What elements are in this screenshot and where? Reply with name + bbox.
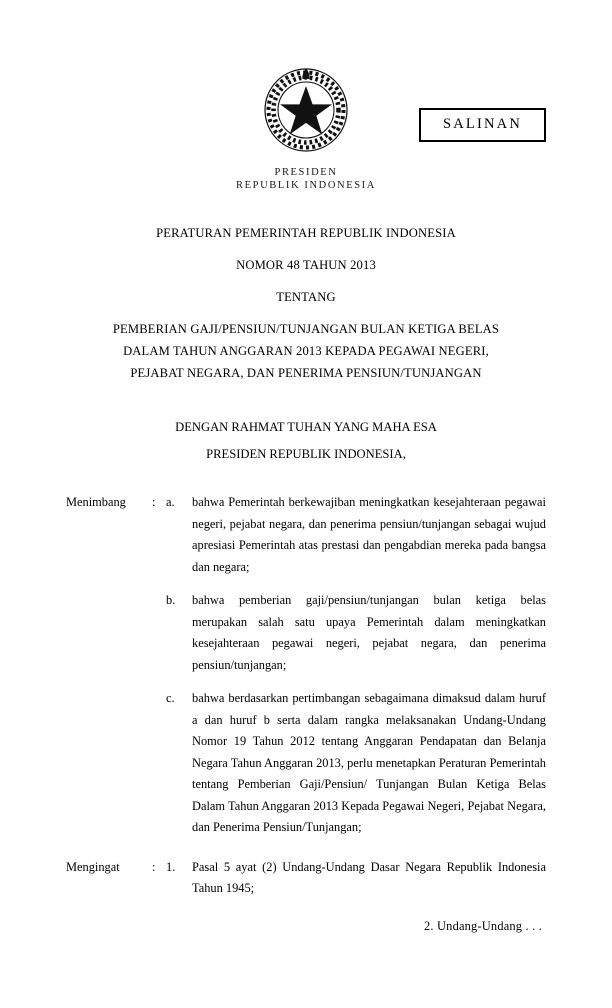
consideration-marker-c: c. <box>166 691 175 705</box>
legal-basis-label: Mengingat <box>66 859 120 874</box>
title-line-2: NOMOR 48 TAHUN 2013 <box>236 258 376 272</box>
considerations-colon: : <box>152 495 156 509</box>
considerations-section <box>66 492 546 578</box>
document-header <box>66 64 546 192</box>
consideration-item-c <box>66 688 546 839</box>
emblem-caption-line2: REPUBLIK INDONESIA <box>236 179 376 191</box>
salinan-label: SALINAN <box>442 116 522 132</box>
page-continuation-note: 2. Undang-Undang . . . <box>424 918 542 933</box>
preamble-line-1: DENGAN RAHMAT TUHAN YANG MAHA ESA <box>175 420 437 434</box>
consideration-item-b <box>66 590 546 676</box>
consideration-text-c: bahwa berdasarkan pertimbangan sebagaimana dimaksud dalam huruf a dan huruf b serta dalam rangka melaksanakan Undang-Undang Nomor 19 Tahun 2012 tentang Anggaran Pendapatan dan Belanja Negara Tahun Anggaran 2013, perlu menetapkan Peraturan Pemerintah tentang Pemberian Gaji/Pensiun/ Tunjangan Bulan Ketiga Belas Dalam Tahun Anggaran 2013 Kepada Pegawai Negeri, Pejabat Negara, dan Penerima Pensiun/Tunjangan; <box>192 691 546 834</box>
page-title <box>66 222 546 384</box>
legal-basis-colon: : <box>152 859 156 874</box>
consideration-marker-a: a. <box>166 495 175 509</box>
title-line-5: DALAM TAHUN ANGGARAN 2013 KEPADA PEGAWAI NEGERI, <box>123 344 489 358</box>
consideration-text-b: bahwa pemberian gaji/pensiun/tunjangan bulan ketiga belas merupakan salah satu upaya Pemerintah dalam meningkatkan kesejahteraan pegawai negeri, pejabat negara, dan penerima pensiun/tunjangan; <box>192 593 546 672</box>
title-line-4: PEMBERIAN GAJI/PENSIUN/TUNJANGAN BULAN KETIGA BELAS <box>112 322 500 336</box>
legal-basis-text-1: Pasal 5 ayat (2) Undang-Undang Dasar Negara Republik Indonesia Tahun 1945; <box>192 859 546 895</box>
garuda-star-emblem-icon <box>252 64 360 160</box>
consideration-text-a: bahwa Pemerintah berkewajiban meningkatkan kesejahteraan pegawai negeri, pejabat negara, dan penerima pensiun/tunjangan sebagai wujud apresiasi Pemerintah atas prestasi dan pengabdian mereka pada bangsa dan negara; <box>192 495 546 574</box>
emblem-caption <box>66 167 546 192</box>
preamble <box>66 414 546 468</box>
status-badge <box>419 108 546 142</box>
title-line-3: TENTANG <box>276 290 336 304</box>
title-line-1: PERATURAN PEMERINTAH REPUBLIK INDONESIA <box>156 226 456 240</box>
considerations-label: Menimbang <box>66 495 126 509</box>
legal-basis-section <box>66 857 546 900</box>
consideration-marker-b: b. <box>166 593 176 607</box>
document-body <box>66 492 546 937</box>
preamble-line-2: PRESIDEN REPUBLIK INDONESIA, <box>206 447 406 461</box>
legal-basis-marker-1: 1. <box>166 859 176 874</box>
title-line-6: PEJABAT NEGARA, DAN PENERIMA PENSIUN/TUNJANGAN <box>130 366 482 380</box>
emblem-caption-line1: PRESIDEN <box>274 167 338 178</box>
